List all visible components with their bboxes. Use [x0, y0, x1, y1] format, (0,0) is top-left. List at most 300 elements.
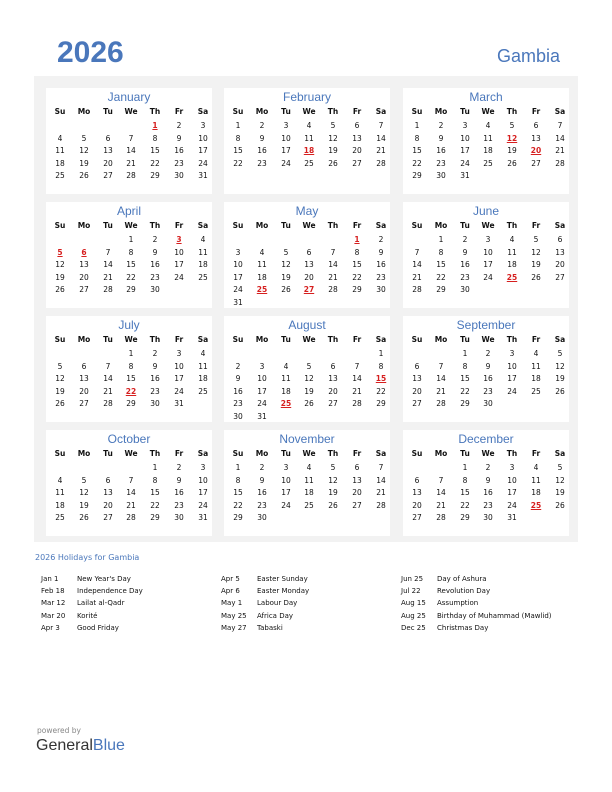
day-cell: 11 — [198, 361, 208, 371]
day-cell: 10 — [257, 374, 267, 383]
month-name: April — [116, 204, 141, 218]
day-cell: 2 — [438, 121, 444, 130]
day-cell: 15 — [126, 374, 136, 383]
day-cell: 8 — [462, 361, 468, 371]
day-cell: 15 — [150, 488, 160, 497]
day-cell: 1 — [152, 463, 158, 472]
day-cell: 15 — [412, 146, 422, 155]
day-cell: 29 — [376, 399, 386, 408]
day-cell: 4 — [57, 133, 63, 143]
month-name: August — [288, 318, 326, 332]
day-cell: 15 — [352, 260, 362, 269]
holiday-date: Jan 1 — [41, 575, 59, 583]
weekday-header: Sa — [554, 335, 566, 344]
day-cell: 28 — [436, 513, 446, 522]
day-cell: 24 — [257, 399, 267, 408]
weekday-header: Sa — [554, 107, 566, 116]
day-cell: 21 — [103, 272, 113, 282]
day-cell: 10 — [198, 133, 208, 143]
day-cell: 26 — [55, 399, 65, 408]
day-cell: 31 — [174, 399, 184, 408]
day-cell: 2 — [176, 121, 182, 130]
holiday-name: Tabaski — [257, 623, 283, 632]
weekday-header: Sa — [375, 449, 387, 458]
holiday-entry — [41, 587, 143, 599]
day-cell: 17 — [281, 488, 291, 497]
day-cell: 5 — [57, 361, 63, 371]
day-cell: 8 — [438, 247, 444, 257]
weekday-header: Th — [327, 335, 339, 344]
day-cell: 4 — [283, 361, 289, 371]
weekday-header: We — [302, 221, 316, 230]
month-december — [403, 430, 569, 536]
day-cell: 1 — [462, 463, 468, 472]
weekday-header: We — [124, 335, 138, 344]
weekday-header: Su — [411, 221, 423, 230]
day-cell: 5 — [81, 475, 87, 485]
day-cell: 26 — [79, 513, 89, 522]
holiday-entry — [221, 612, 309, 624]
day-cell: 13 — [352, 475, 362, 485]
day-cell: 2 — [235, 361, 241, 371]
day-cell: 27 — [103, 513, 113, 522]
day-cell: 22 — [376, 386, 386, 396]
day-cell: 5 — [509, 121, 515, 130]
day-cell: 14 — [103, 260, 113, 269]
day-cell: 14 — [126, 488, 136, 497]
day-cell: 9 — [176, 475, 182, 485]
day-cell: 11 — [198, 247, 208, 257]
day-cell: 24 — [483, 272, 493, 282]
weekday-header: Su — [232, 107, 244, 116]
day-cell: 14 — [328, 260, 338, 269]
day-cell: 1 — [235, 121, 241, 130]
day-cell: 21 — [352, 386, 362, 396]
weekday-header: Tu — [460, 449, 470, 458]
weekday-header: Th — [149, 449, 161, 458]
day-cell: 25 — [531, 386, 541, 396]
day-cell: 7 — [438, 475, 444, 485]
day-cell: 20 — [304, 272, 314, 282]
day-cell: 19 — [507, 146, 517, 155]
day-cell: 30 — [483, 399, 493, 408]
day-cell: 27 — [103, 171, 113, 180]
day-cell: 4 — [306, 121, 312, 130]
holiday-date: Apr 6 — [221, 587, 240, 596]
holiday-name: Assumption — [437, 599, 479, 608]
weekday-header: Th — [149, 335, 161, 344]
generalblue-logo[interactable] — [36, 737, 125, 755]
day-cell: 31 — [233, 297, 243, 307]
day-cell: 3 — [509, 463, 515, 472]
weekday-header: We — [302, 335, 316, 344]
day-cell: 11 — [507, 247, 517, 257]
day-cell: 9 — [152, 247, 158, 257]
day-cell: 2 — [485, 463, 491, 472]
day-cell: 3 — [462, 121, 468, 130]
day-cell: 6 — [354, 463, 360, 472]
day-cell: 31 — [198, 171, 208, 180]
day-cell: 12 — [555, 361, 565, 371]
day-cell: 26 — [555, 500, 565, 510]
day-cell: 15 — [233, 488, 243, 497]
weekday-header: Su — [232, 335, 244, 344]
day-cell: 12 — [55, 260, 65, 269]
day-cell: 28 — [126, 171, 136, 180]
day-cell: 20 — [352, 146, 362, 155]
day-cell: 7 — [354, 361, 360, 371]
weekday-header: Th — [506, 221, 518, 230]
holiday-entry — [401, 587, 552, 599]
weekday-header: Fr — [352, 449, 362, 458]
day-cell: 26 — [328, 500, 338, 510]
day-cell: 31 — [257, 411, 267, 421]
day-cell: 24 — [507, 500, 517, 510]
day-cell: 29 — [412, 171, 422, 180]
day-cell: 12 — [328, 133, 338, 143]
day-cell: 30 — [174, 513, 184, 522]
day-cell: 18 — [483, 146, 493, 155]
holiday-date: Apr 5 — [221, 575, 240, 583]
weekday-header: Mo — [77, 107, 91, 116]
day-cell: 7 — [128, 475, 134, 485]
weekday-header: Mo — [255, 221, 269, 230]
day-cell: 12 — [79, 488, 89, 497]
holiday-entry — [41, 599, 143, 611]
holiday-entry — [221, 624, 309, 636]
holiday-entry — [401, 575, 552, 587]
holiday-date: Mar 12 — [41, 599, 66, 608]
day-cell: 17 — [507, 374, 517, 383]
weekday-header: Mo — [255, 335, 269, 344]
day-cell: 16 — [150, 260, 160, 269]
month-name: May — [295, 204, 319, 218]
weekday-header: Th — [327, 449, 339, 458]
month-name: November — [279, 432, 335, 446]
day-cell: 2 — [378, 235, 384, 244]
day-cell: 18 — [198, 374, 208, 383]
day-cell: 1 — [235, 463, 241, 472]
holiday-name: New Year's Day — [77, 575, 131, 583]
day-cell: 1 — [128, 235, 134, 244]
day-cell: 11 — [55, 146, 65, 155]
weekday-header: Sa — [197, 221, 209, 230]
day-cell: 22 — [150, 158, 160, 168]
day-cell: 8 — [378, 361, 384, 371]
day-cell: 28 — [436, 399, 446, 408]
day-cell: 23 — [376, 272, 386, 282]
day-cell: 21 — [103, 386, 113, 396]
day-cell: 6 — [330, 361, 336, 371]
holiday-date: May 27 — [221, 623, 247, 632]
weekday-header: Tu — [281, 449, 291, 458]
day-cell: 29 — [460, 399, 470, 408]
weekday-header: Tu — [460, 335, 470, 344]
day-cell: 8 — [462, 475, 468, 485]
day-cell: 3 — [509, 349, 515, 358]
day-cell: 20 — [103, 158, 113, 168]
day-cell: 23 — [436, 158, 446, 168]
weekday-header: Tu — [460, 221, 470, 230]
weekday-header: Fr — [174, 449, 184, 458]
day-cell: 23 — [257, 500, 267, 510]
weekday-header: Su — [54, 449, 66, 458]
day-cell: 23 — [150, 386, 160, 396]
day-cell: 7 — [414, 247, 420, 257]
day-cell: 22 — [436, 272, 446, 282]
day-cell: 25 — [304, 158, 314, 168]
day-cell: 22 — [126, 272, 136, 282]
holiday-date: May 25 — [221, 611, 247, 620]
day-cell: 9 — [378, 247, 384, 257]
day-cell: 7 — [557, 121, 563, 130]
holiday-name: Day of Ashura — [437, 575, 487, 583]
holiday-name: Easter Monday — [257, 587, 310, 596]
weekday-header: Fr — [352, 107, 362, 116]
weekday-header: Fr — [174, 335, 184, 344]
weekday-header: Th — [506, 335, 518, 344]
holiday-day-cell: 18 — [303, 146, 315, 155]
holiday-name: Revolution Day — [437, 587, 491, 596]
day-cell: 11 — [304, 475, 314, 485]
day-cell: 25 — [55, 171, 65, 180]
day-cell: 10 — [483, 247, 493, 257]
day-cell: 23 — [483, 386, 493, 396]
weekday-header: Fr — [174, 221, 184, 230]
day-cell: 13 — [103, 488, 113, 497]
day-cell: 12 — [531, 247, 541, 257]
weekday-header: Fr — [531, 107, 541, 116]
weekday-header: Su — [54, 221, 66, 230]
day-cell: 13 — [103, 146, 113, 155]
day-cell: 3 — [176, 349, 182, 358]
day-cell: 5 — [330, 121, 336, 130]
day-cell: 15 — [233, 146, 243, 155]
day-cell: 13 — [79, 374, 89, 383]
day-cell: 6 — [557, 235, 563, 244]
day-cell: 26 — [304, 399, 314, 408]
day-cell: 12 — [79, 146, 89, 155]
day-cell: 31 — [198, 513, 208, 522]
day-cell: 4 — [533, 349, 539, 358]
day-cell: 8 — [128, 361, 134, 371]
day-cell: 7 — [438, 361, 444, 371]
day-cell: 28 — [412, 285, 422, 294]
day-cell: 8 — [235, 475, 241, 485]
day-cell: 10 — [174, 361, 184, 371]
weekday-header: We — [302, 449, 316, 458]
day-cell: 28 — [376, 158, 386, 168]
day-cell: 27 — [352, 158, 362, 168]
holiday-name: Birthday of Muhammad (Mawlid) — [437, 611, 552, 620]
day-cell: 17 — [174, 374, 184, 383]
day-cell: 16 — [257, 146, 267, 155]
holiday-name: Korité — [77, 611, 98, 620]
month-february — [224, 88, 390, 194]
day-cell: 7 — [105, 361, 111, 371]
holiday-entry — [41, 575, 143, 587]
day-cell: 4 — [485, 121, 491, 130]
holiday-day-cell: 1 — [152, 121, 158, 130]
day-cell: 30 — [483, 513, 493, 522]
day-cell: 21 — [412, 272, 422, 282]
day-cell: 30 — [233, 411, 243, 421]
day-cell: 13 — [352, 133, 362, 143]
weekday-header: Tu — [103, 221, 113, 230]
day-cell: 23 — [150, 272, 160, 282]
day-cell: 28 — [103, 399, 113, 408]
day-cell: 15 — [460, 374, 470, 383]
weekday-header: Th — [506, 107, 518, 116]
weekday-header: Tu — [103, 107, 113, 116]
holiday-day-cell: 15 — [375, 374, 387, 383]
day-cell: 14 — [555, 133, 565, 143]
holiday-entry — [401, 612, 552, 624]
weekday-header: Tu — [281, 335, 291, 344]
day-cell: 19 — [531, 260, 541, 269]
day-cell: 27 — [412, 399, 422, 408]
day-cell: 29 — [126, 285, 136, 294]
day-cell: 11 — [55, 488, 65, 497]
holiday-day-cell: 3 — [176, 235, 182, 244]
day-cell: 9 — [176, 133, 182, 143]
day-cell: 9 — [438, 133, 444, 143]
day-cell: 23 — [460, 272, 470, 282]
day-cell: 6 — [354, 121, 360, 130]
day-cell: 7 — [128, 133, 134, 143]
holiday-entry — [41, 624, 143, 636]
day-cell: 13 — [555, 247, 565, 257]
month-june — [403, 202, 569, 308]
holiday-name: Independence Day — [77, 587, 143, 596]
day-cell: 19 — [304, 386, 314, 396]
day-cell: 15 — [436, 260, 446, 269]
weekday-header: Fr — [352, 221, 362, 230]
day-cell: 9 — [259, 133, 265, 143]
holiday-entry — [41, 612, 143, 624]
day-cell: 24 — [281, 158, 291, 168]
day-cell: 20 — [352, 488, 362, 497]
weekday-header: Tu — [281, 221, 291, 230]
day-cell: 29 — [233, 513, 243, 522]
day-cell: 1 — [462, 349, 468, 358]
day-cell: 22 — [233, 500, 243, 510]
holiday-name: Easter Sunday — [257, 575, 308, 583]
day-cell: 16 — [483, 488, 493, 497]
day-cell: 17 — [198, 146, 208, 155]
day-cell: 10 — [281, 475, 291, 485]
day-cell: 24 — [174, 386, 184, 396]
day-cell: 10 — [460, 133, 470, 143]
day-cell: 8 — [152, 475, 158, 485]
day-cell: 4 — [306, 463, 312, 472]
holiday-day-cell: 20 — [530, 146, 542, 155]
day-cell: 9 — [259, 475, 265, 485]
holiday-date: Aug 15 — [401, 599, 426, 608]
weekday-header: Th — [327, 107, 339, 116]
day-cell: 26 — [79, 171, 89, 180]
weekday-header: Mo — [77, 335, 91, 344]
day-cell: 22 — [460, 500, 470, 510]
day-cell: 20 — [412, 386, 422, 396]
day-cell: 16 — [174, 146, 184, 155]
day-cell: 9 — [462, 247, 468, 257]
day-cell: 2 — [259, 121, 265, 130]
day-cell: 16 — [376, 260, 386, 269]
holiday-name: Africa Day — [257, 611, 294, 620]
day-cell: 17 — [460, 146, 470, 155]
day-cell: 28 — [103, 285, 113, 294]
day-cell: 26 — [281, 285, 291, 294]
month-name: September — [456, 318, 516, 332]
day-cell: 20 — [79, 272, 89, 282]
day-cell: 27 — [531, 158, 541, 168]
day-cell: 8 — [354, 247, 360, 257]
day-cell: 24 — [174, 272, 184, 282]
weekday-header: We — [124, 449, 138, 458]
month-may — [224, 202, 390, 308]
weekday-header: Sa — [554, 449, 566, 458]
weekday-header: We — [481, 221, 495, 230]
day-cell: 7 — [105, 247, 111, 257]
day-cell: 24 — [460, 158, 470, 168]
holiday-name: Labour Day — [257, 599, 298, 608]
weekday-header: Mo — [434, 107, 448, 116]
day-cell: 30 — [174, 171, 184, 180]
day-cell: 3 — [200, 121, 206, 130]
day-cell: 9 — [235, 374, 241, 383]
day-cell: 2 — [152, 349, 158, 358]
weekday-header: Tu — [103, 449, 113, 458]
day-cell: 16 — [233, 386, 243, 396]
day-cell: 13 — [412, 488, 422, 497]
holiday-name: Good Friday — [77, 623, 119, 632]
day-cell: 20 — [412, 500, 422, 510]
day-cell: 5 — [557, 349, 563, 358]
day-cell: 29 — [352, 285, 362, 294]
weekday-header: Th — [149, 221, 161, 230]
day-cell: 15 — [460, 488, 470, 497]
day-cell: 26 — [55, 285, 65, 294]
day-cell: 12 — [281, 260, 291, 269]
holiday-name: Lailat al-Qadr — [77, 599, 125, 608]
day-cell: 14 — [412, 260, 422, 269]
day-cell: 19 — [281, 272, 291, 282]
day-cell: 7 — [330, 247, 336, 257]
day-cell: 11 — [531, 361, 541, 371]
day-cell: 26 — [531, 272, 541, 282]
day-cell: 6 — [306, 247, 312, 257]
day-cell: 11 — [531, 475, 541, 485]
day-cell: 18 — [281, 386, 291, 396]
weekday-header: We — [302, 107, 316, 116]
day-cell: 2 — [152, 235, 158, 244]
weekday-header: Su — [232, 221, 244, 230]
weekday-header: We — [481, 107, 495, 116]
day-cell: 21 — [376, 146, 386, 155]
day-cell: 19 — [79, 500, 89, 510]
month-november — [224, 430, 390, 536]
day-cell: 18 — [55, 500, 65, 510]
holiday-name: Christmas Day — [437, 623, 489, 632]
holiday-day-cell: 25 — [506, 272, 518, 282]
weekday-header: Su — [54, 335, 66, 344]
day-cell: 21 — [436, 500, 446, 510]
day-cell: 10 — [507, 361, 517, 371]
day-cell: 12 — [328, 475, 338, 485]
weekday-header: Fr — [531, 449, 541, 458]
day-cell: 4 — [259, 247, 265, 257]
